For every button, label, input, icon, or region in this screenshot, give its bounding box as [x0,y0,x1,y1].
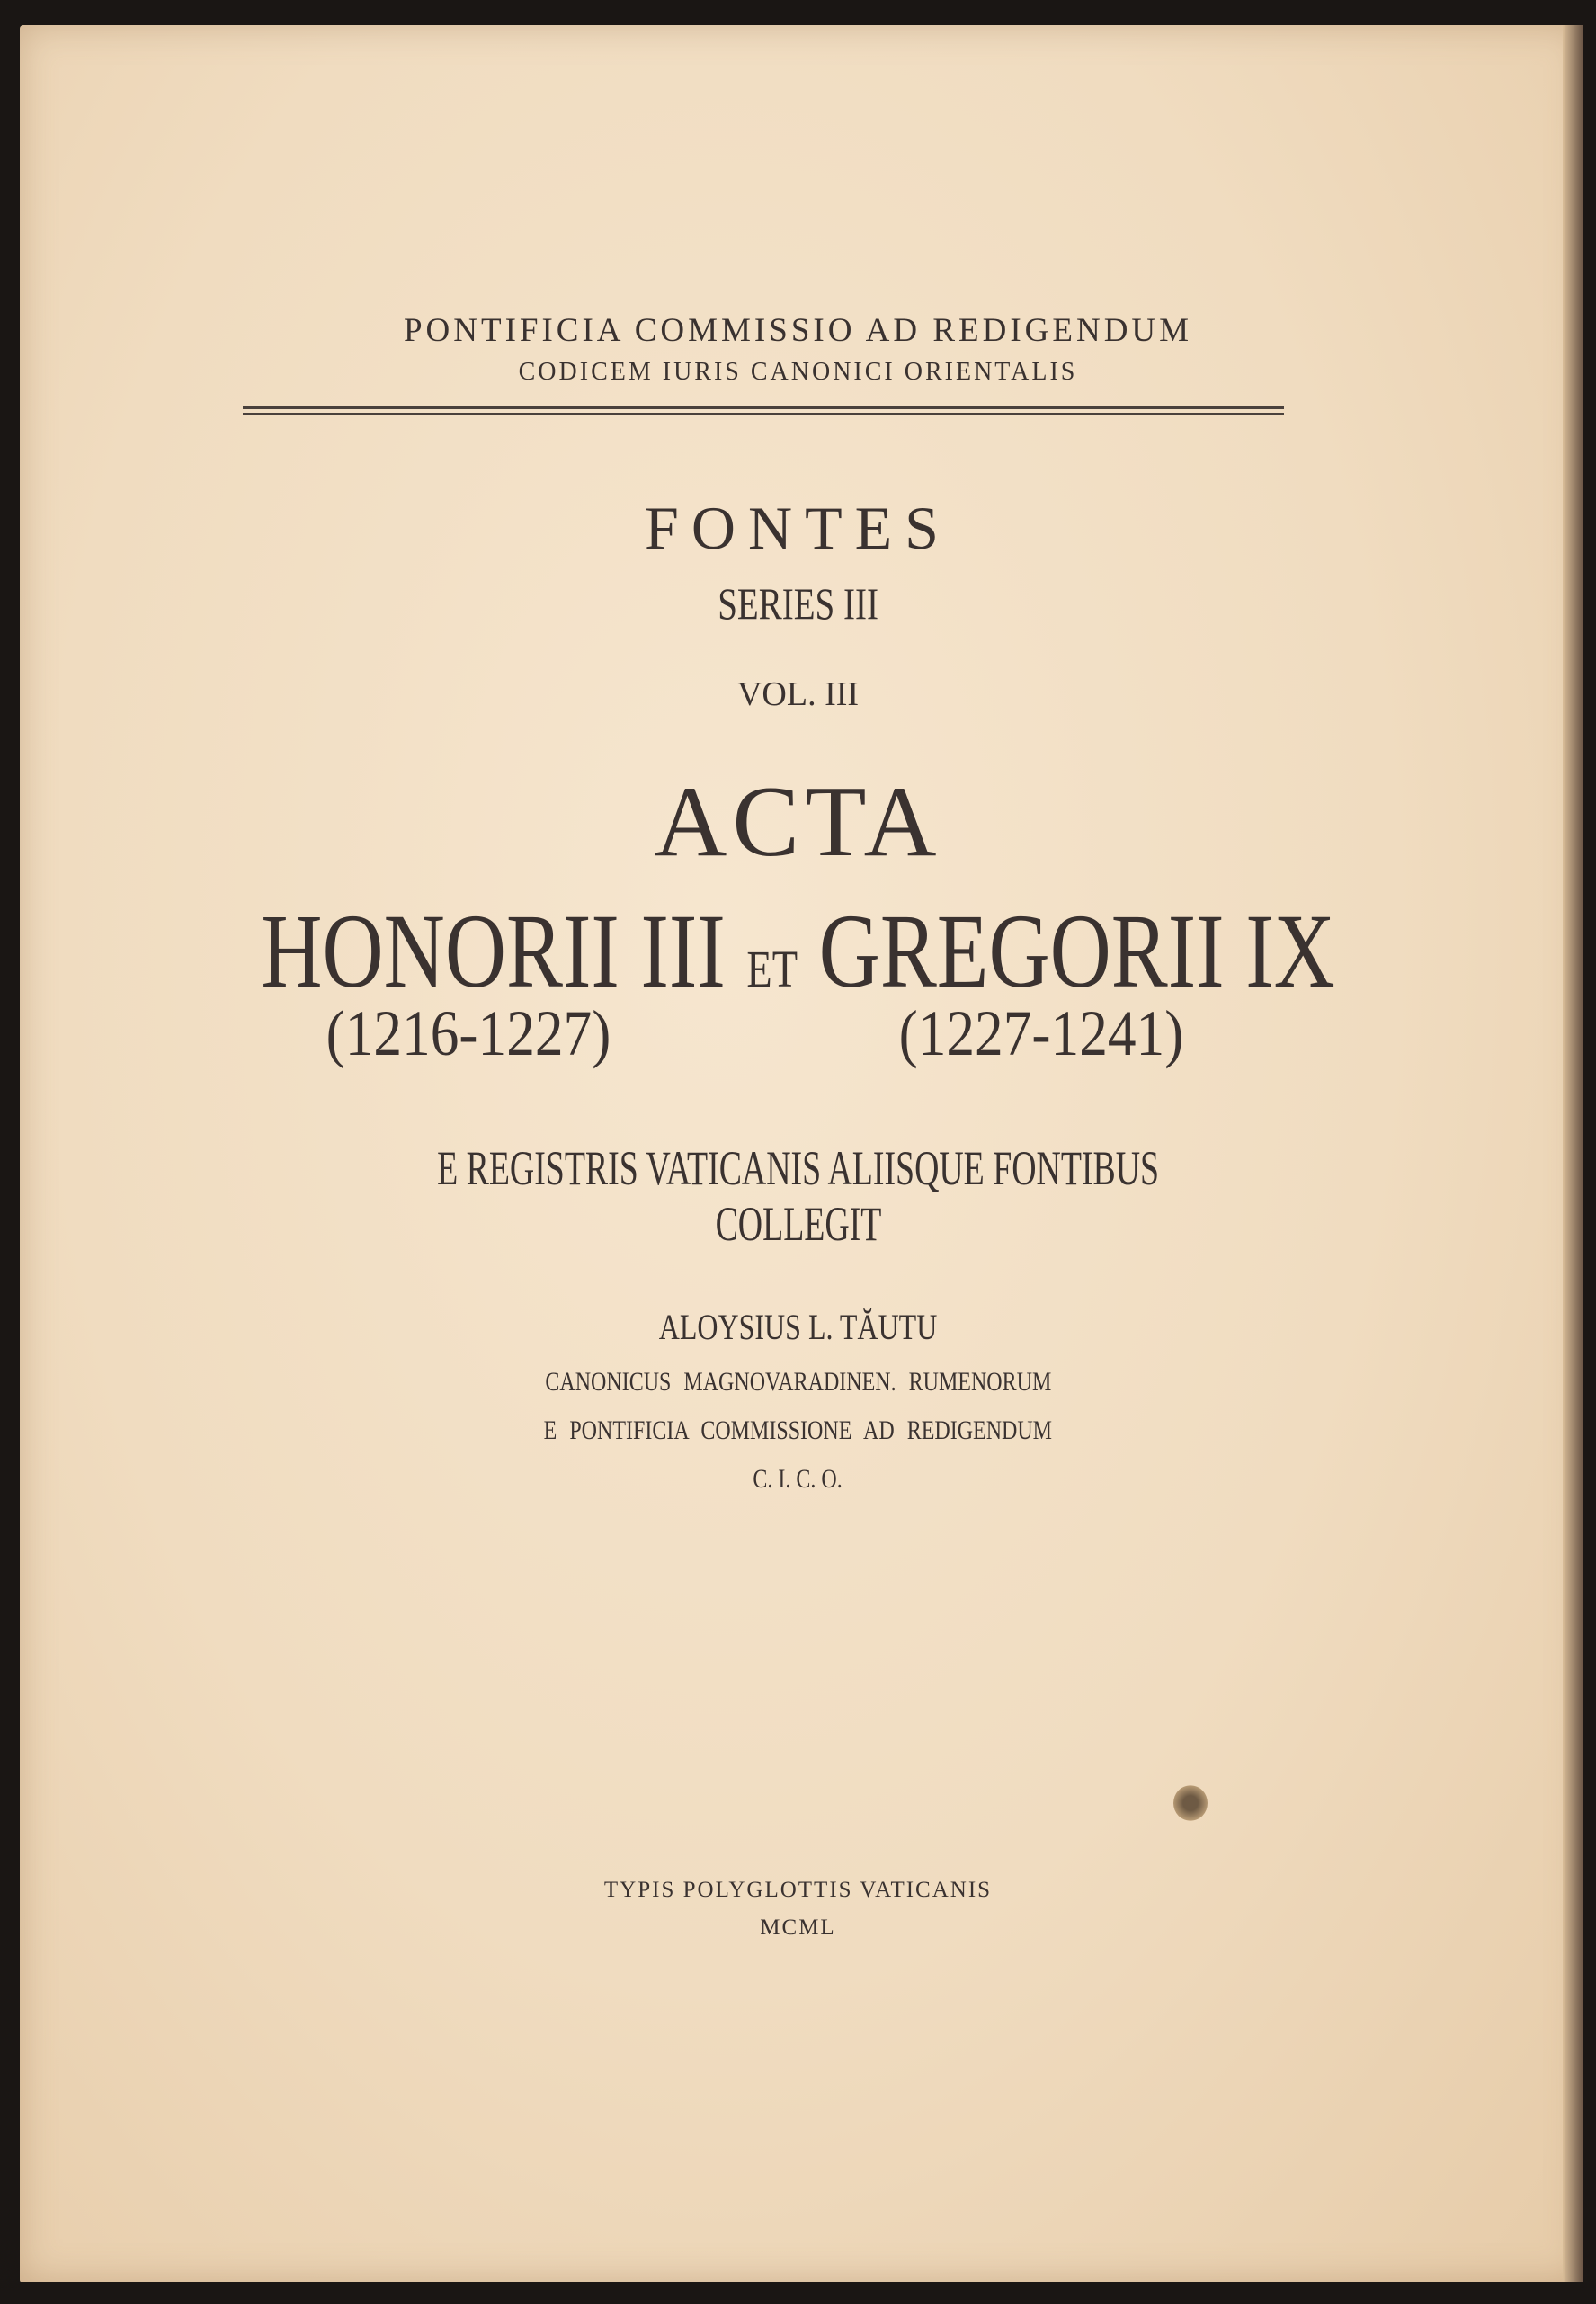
author-title-1: CANONICUS MAGNOVARADINEN. RUMENORUM [545,1367,1051,1397]
publication-year: MCML [760,1916,836,1940]
author-name: ALOYSIUS L. TĂUTU [658,1307,938,1347]
subtitle-conjunction: ET [746,940,798,998]
divider-rule-top [243,406,1284,409]
subtitle-honorius: HONORII III [261,892,726,1010]
divider-rule-bottom [243,413,1284,415]
series-label: SERIES III [718,578,878,629]
volume-label: VOL. III [736,675,860,713]
subtitle-gregorius: GREGORII IX [818,892,1335,1010]
publisher-line-1: PONTIFICIA COMMISSIO AD REDIGENDUM [403,312,1193,349]
publisher-line-2: CODICEM IURIS CANONICI ORIENTALIS [518,358,1078,386]
imprint: TYPIS POLYGLOTTIS VATICANIS [603,1878,993,1902]
author-title-2: E PONTIFICIA COMMISSIONE AD REDIGENDUM [543,1415,1053,1445]
source-line-2: COLLEGIT [715,1197,881,1251]
dates-gregorius: (1227-1241) [898,997,1183,1069]
main-title: ACTA [654,766,942,878]
dates-honorius: (1216-1227) [325,997,611,1069]
author-title-3: C. I. C. O. [753,1464,843,1494]
source-line-1: E REGISTRIS VATICANIS ALIISQUE FONTIBUS [437,1141,1159,1195]
series-title: FONTES [645,494,951,562]
stain [1173,1785,1208,1821]
